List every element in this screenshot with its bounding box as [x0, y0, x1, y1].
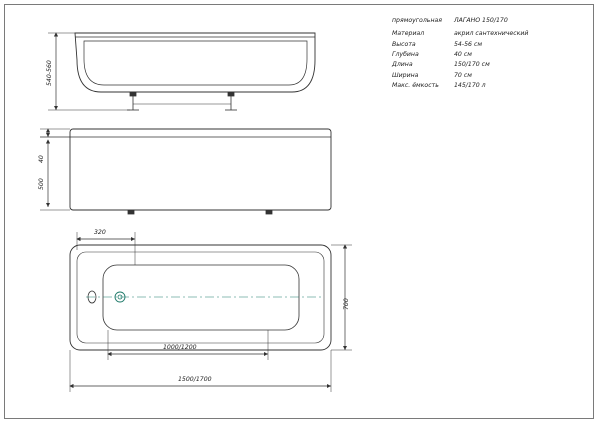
leg-bracket [228, 92, 234, 96]
spec-model: ЛАГАНО 150/170 [454, 17, 508, 24]
side-legs [127, 92, 237, 110]
leg-bracket [130, 92, 136, 96]
label-top-width: 700 [343, 298, 350, 310]
dimension-top-length [70, 350, 331, 392]
spec-key: Высота [392, 40, 416, 48]
plan-bowl [103, 265, 299, 330]
spec-key: Длина [392, 61, 413, 69]
spec-value: 145/170 л [454, 82, 486, 90]
spec-key: Ширина [392, 71, 419, 79]
dimension-front-body [40, 137, 70, 210]
side-inner-profile [84, 41, 307, 85]
spec-key: Макс. ёмкость [392, 82, 439, 90]
label-top-length: 1500/1700 [178, 376, 212, 383]
front-outer-body [70, 129, 331, 210]
leg-bracket [266, 210, 272, 214]
top-plan-view [70, 245, 331, 350]
dimension-top-offset [77, 232, 135, 265]
dimension-front-rim [40, 129, 70, 137]
label-front-rim: 40 [38, 155, 45, 163]
spec-value: 150/170 см [454, 61, 490, 69]
plan-outer-rim [70, 245, 331, 350]
dimension-side-height [48, 33, 130, 110]
spec-value: акрил сантехнический [454, 30, 529, 38]
spec-key: Материал [392, 30, 425, 38]
front-elevation-view [70, 129, 331, 210]
spec-value: 40 см [454, 50, 472, 58]
label-top-inner-length: 1000/1200 [163, 344, 197, 351]
side-elevation-view [75, 33, 315, 92]
spec-value: 54-56 см [454, 40, 483, 48]
spec-value: 70 см [454, 71, 472, 79]
spec-key: Глубина [392, 50, 419, 58]
front-legs [128, 210, 272, 214]
label-top-offset: 320 [94, 229, 106, 236]
spec-shape: прямоугольная [392, 17, 443, 24]
label-front-body: 500 [38, 178, 45, 190]
label-side-height: 540-560 [46, 60, 53, 86]
leg-bracket [128, 210, 134, 214]
side-outer-profile [75, 33, 315, 92]
